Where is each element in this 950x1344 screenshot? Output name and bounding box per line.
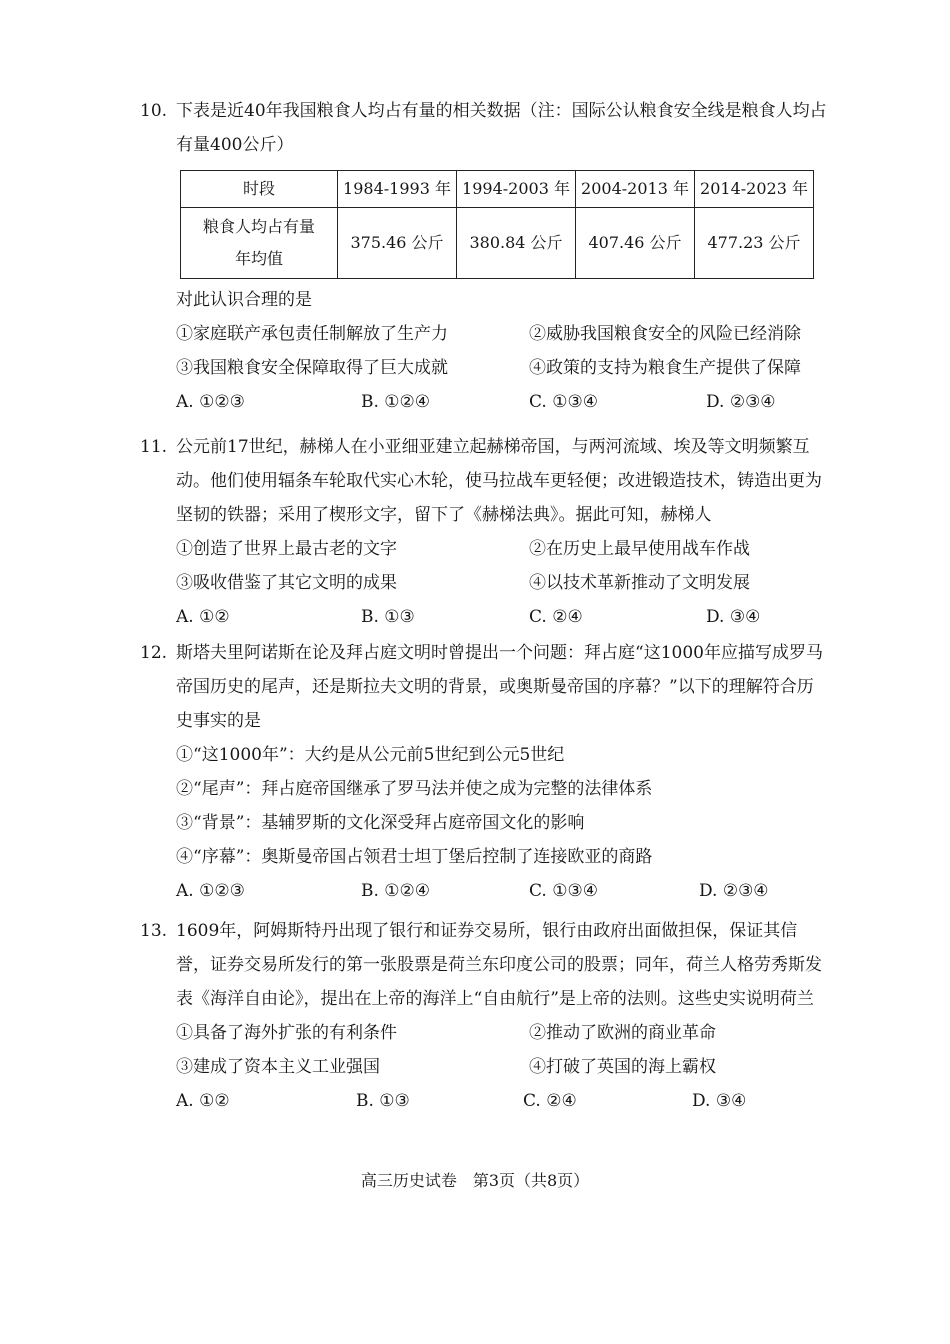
answer-option: C. ①③④ xyxy=(529,881,598,901)
statement-item: ④以技术革新推动了文明发展 xyxy=(529,573,750,593)
row-label-line: 年均值 xyxy=(234,249,283,268)
row-label-line: 粮食人均占有量 xyxy=(202,217,315,236)
question-10 xyxy=(140,94,830,419)
statement-item: ③吸收借鉴了其它文明的成果 xyxy=(176,573,397,593)
statement-item: ②推动了欧洲的商业革命 xyxy=(529,1023,716,1043)
answer-option: A. ①② xyxy=(176,1091,230,1111)
question-13 xyxy=(140,914,830,1118)
table-header-cell: 时段 xyxy=(181,171,338,208)
statement-item: ③建成了资本主义工业强国 xyxy=(176,1057,380,1077)
statement-item: ③我国粮食安全保障取得了巨大成就 xyxy=(176,358,448,378)
answer-option: D. ③④ xyxy=(706,607,761,627)
question-number: 10. xyxy=(140,101,168,121)
grain-data-table xyxy=(180,170,814,279)
statement-item: ③“背景”：基辅罗斯的文化深受拜占庭帝国文化的影响 xyxy=(176,813,585,833)
answer-option: D. ②③④ xyxy=(699,881,769,901)
question-stem: 斯塔夫里阿诺斯在论及拜占庭文明时曾提出一个问题：拜占庭“这1000年应描写成罗马帝国历史的尾声，还是斯拉夫文明的背景，或奥斯曼帝国的序幕？”以下的理解符合历史事实的是 xyxy=(176,643,823,731)
answer-option: B. ①②④ xyxy=(361,881,431,901)
question-number: 11. xyxy=(140,437,168,457)
answer-option: C. ①③④ xyxy=(529,392,598,412)
question-number: 13. xyxy=(140,921,168,941)
answer-option: A. ①②③ xyxy=(176,392,245,412)
answer-option: D. ③④ xyxy=(692,1091,747,1111)
options-row xyxy=(176,385,830,419)
answer-option: A. ①② xyxy=(176,607,230,627)
item-row xyxy=(176,1016,830,1050)
statement-item: ②“尾声”：拜占庭帝国继承了罗马法并使之成为完整的法律体系 xyxy=(176,779,653,799)
question-stem: 下表是近40年我国粮食人均占有量的相关数据（注：国际公认粮食安全线是粮食人均占有量400公斤） xyxy=(176,101,827,155)
statement-item: ②威胁我国粮食安全的风险已经消除 xyxy=(529,324,801,344)
page-footer: 高三历史试卷 第3页（共8页） xyxy=(360,1171,590,1190)
item-row xyxy=(176,532,830,566)
question-prompt: 对此认识合理的是 xyxy=(176,290,312,310)
options-row xyxy=(176,1084,830,1118)
statement-item: ①家庭联产承包责任制解放了生产力 xyxy=(176,324,448,344)
table-header-cell: 2014-2023 年 xyxy=(695,171,814,208)
answer-option: B. ①②④ xyxy=(361,392,431,412)
item-row xyxy=(176,317,830,351)
table-row-label xyxy=(181,208,338,279)
answer-option: C. ②④ xyxy=(523,1091,577,1111)
item-row xyxy=(176,1050,830,1084)
statement-item: ④政策的支持为粮食生产提供了保障 xyxy=(529,358,801,378)
options-row xyxy=(176,600,830,634)
question-11 xyxy=(140,430,830,634)
table-cell: 407.46 公斤 xyxy=(576,208,695,279)
answer-option: B. ①③ xyxy=(361,607,415,627)
item-row xyxy=(176,806,830,840)
answer-option: A. ①②③ xyxy=(176,881,245,901)
table-cell: 380.84 公斤 xyxy=(457,208,576,279)
table-cell: 375.46 公斤 xyxy=(338,208,457,279)
item-row xyxy=(176,566,830,600)
statement-item: ①创造了世界上最古老的文字 xyxy=(176,539,397,559)
answer-option: B. ①③ xyxy=(356,1091,410,1111)
table-cell: 477.23 公斤 xyxy=(695,208,814,279)
question-stem: 公元前17世纪，赫梯人在小亚细亚建立起赫梯帝国，与两河流域、埃及等文明频繁互动。他们使用辐条车轮取代实心木轮，使马拉战车更轻便；改进锻造技术，铸造出更为坚韧的铁器；采用了楔形文字，留下了《赫梯法典》。据此可知，赫梯人 xyxy=(176,437,822,525)
question-12 xyxy=(140,636,830,908)
question-stem: 1609年，阿姆斯特丹出现了银行和证券交易所，银行由政府出面做担保，保证其信誉，证券交易所发行的第一张股票是荷兰东印度公司的股票；同年，荷兰人格劳秀斯发表《海洋自由论》，提出在上帝的海洋上“自由航行”是上帝的法则。这些史实说明荷兰 xyxy=(176,921,822,1009)
item-row xyxy=(176,772,830,806)
table-header-cell: 2004-2013 年 xyxy=(576,171,695,208)
statement-item: ④打破了英国的海上霸权 xyxy=(529,1057,716,1077)
statement-item: ①“这1000年”：大约是从公元前5世纪到公元5世纪 xyxy=(176,745,565,765)
table-header-cell: 1984-1993 年 xyxy=(338,171,457,208)
options-row xyxy=(176,874,830,908)
question-number: 12. xyxy=(140,643,168,663)
statement-item: ④“序幕”：奥斯曼帝国占领君士坦丁堡后控制了连接欧亚的商路 xyxy=(176,847,653,867)
statement-item: ①具备了海外扩张的有利条件 xyxy=(176,1023,397,1043)
item-row xyxy=(176,840,830,874)
answer-option: D. ②③④ xyxy=(706,392,776,412)
table-header-cell: 1994-2003 年 xyxy=(457,171,576,208)
statement-item: ②在历史上最早使用战车作战 xyxy=(529,539,750,559)
item-row xyxy=(176,351,830,385)
item-row xyxy=(176,738,830,772)
answer-option: C. ②④ xyxy=(529,607,583,627)
